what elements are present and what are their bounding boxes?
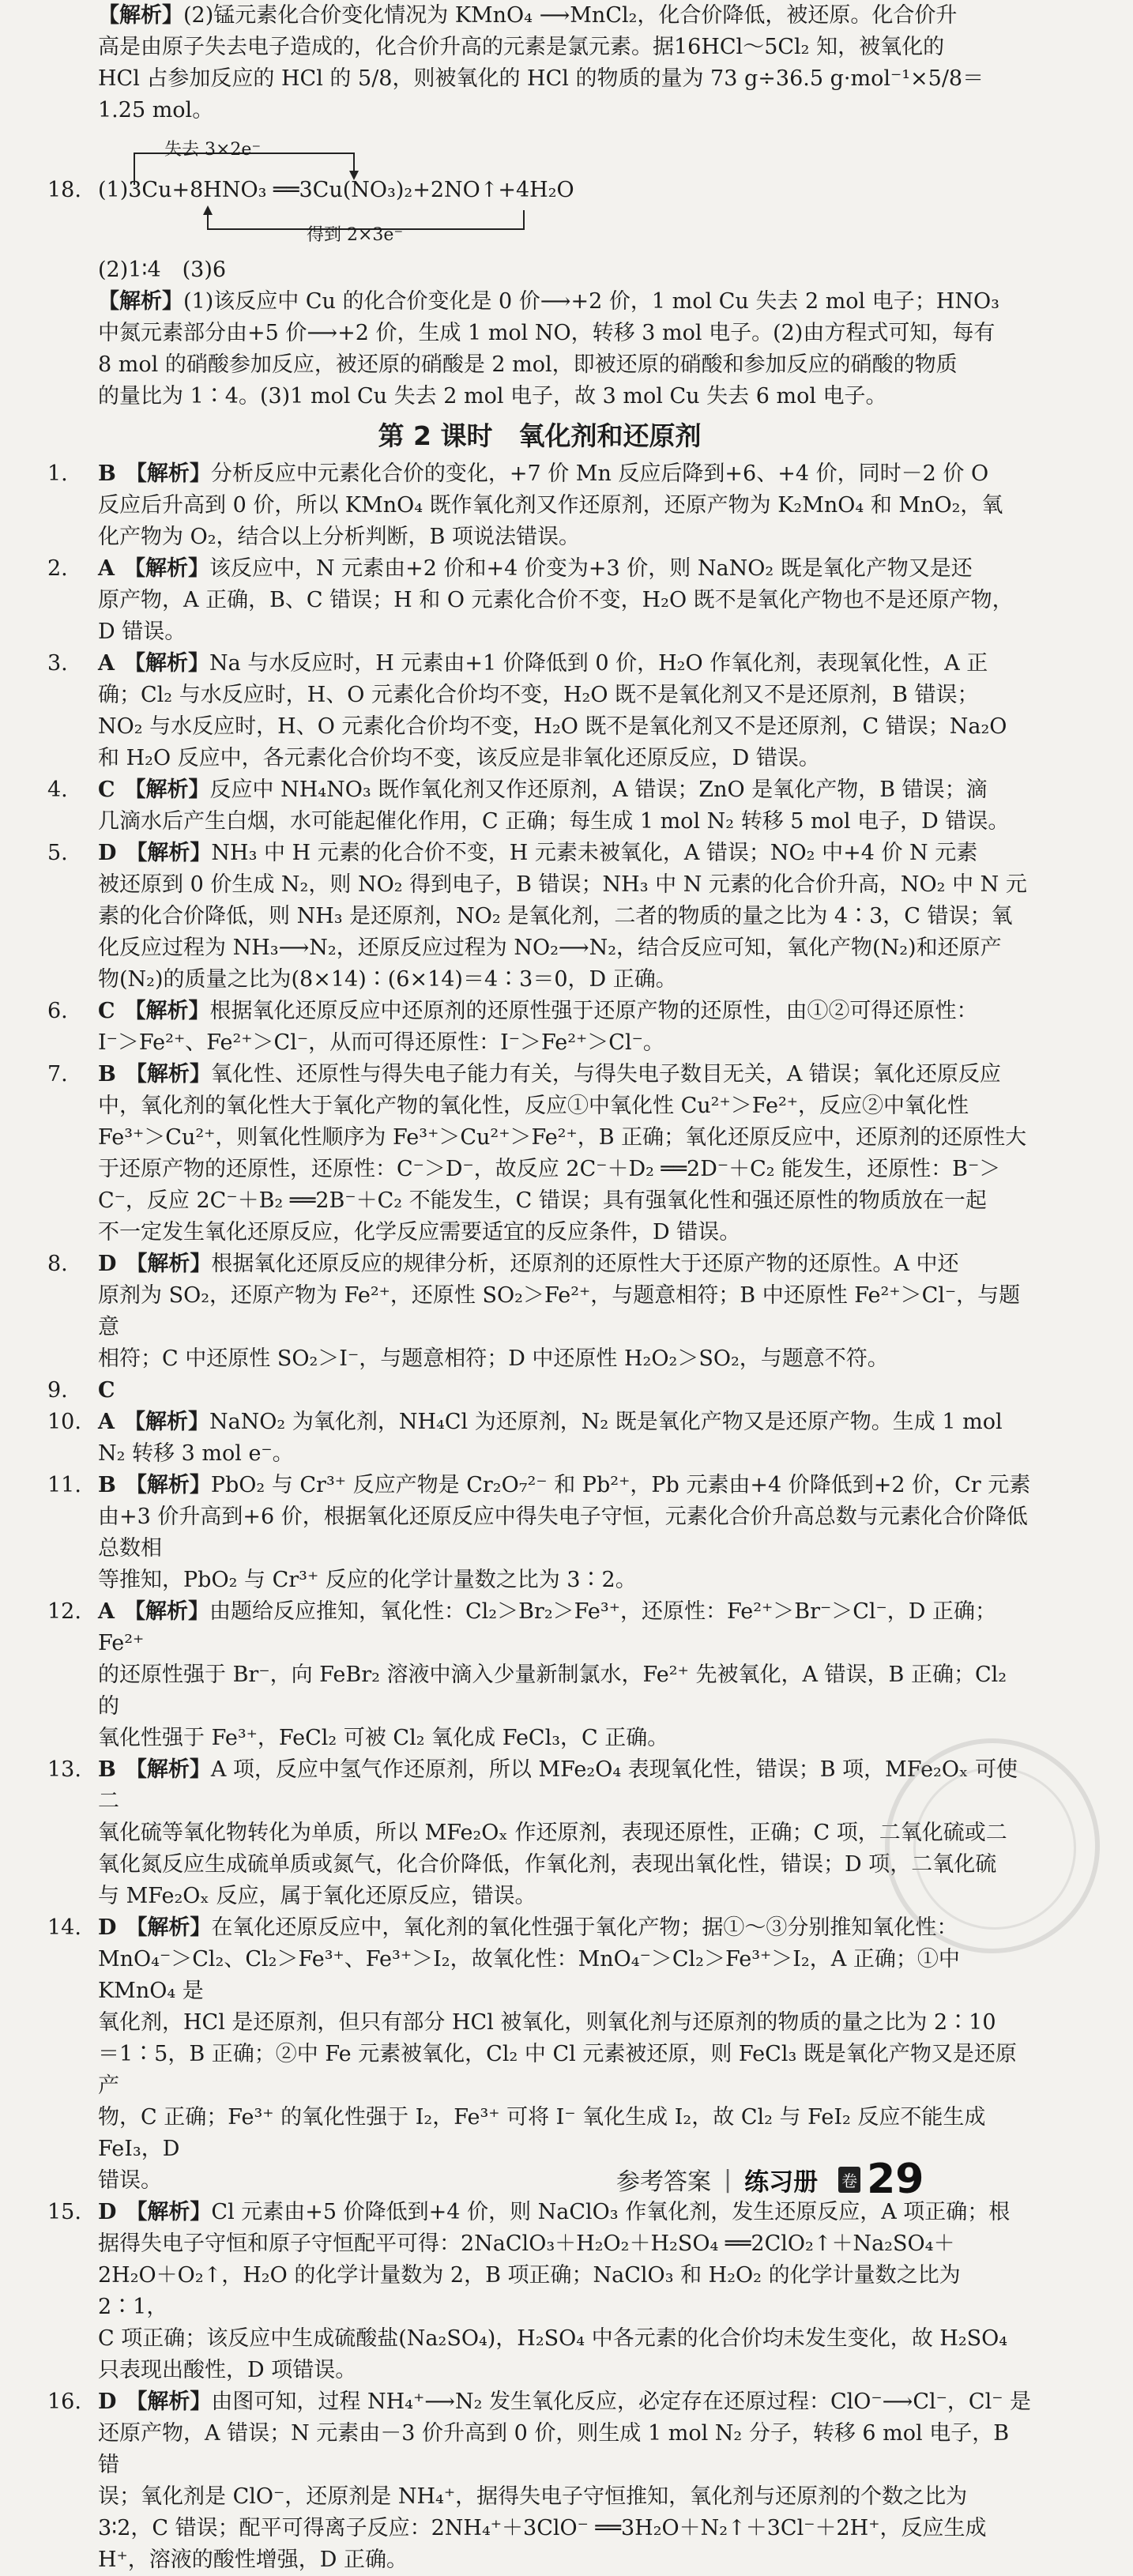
item-first-line bbox=[98, 838, 1033, 869]
answer-choice: A bbox=[98, 651, 115, 676]
text-line: 氧化剂，HCl 是还原剂，但只有部分 HCl 被氧化，则氧化剂与还原剂的物质的量之比为 2∶10 bbox=[98, 2010, 996, 2035]
gain-electrons-label: 得到 2×3e⁻ bbox=[307, 225, 404, 245]
text-line: 【解析】(1)该反应中 Cu 的化合价变化是 0 价⟶+2 价，1 mol Cu 失去 2 mol 电子；HNO₃ bbox=[98, 289, 999, 314]
analysis-text: 【解析】A 项，反应中氢气作还原剂，所以 MFe₂O₄ 表现氧化性，错误；B 项，MFe₂Oₓ 可使二 bbox=[98, 1757, 1018, 1813]
answer-item bbox=[46, 838, 1033, 996]
text-line: 氧化硫等氧化物转化为单质，所以 MFe₂Oₓ 作还原剂，表现还原性，正确；C 项，二氧化硫或二 bbox=[98, 1821, 1007, 1845]
answer-choice: D bbox=[98, 1252, 117, 1276]
item-first-line bbox=[98, 648, 1033, 680]
text-line: 误；氧化剂是 ClO⁻，还原剂是 NH₄⁺，据得失电子守恒推知，氧化剂与还原剂的个数之比为 bbox=[98, 2484, 968, 2509]
text-line: 还原产物，A 错误；N 元素由－3 价升高到 0 价，则生成 1 mol N₂ 分子，转移 6 mol 电子，B 错 bbox=[98, 2421, 1010, 2477]
text-line: D 错误。 bbox=[98, 620, 186, 644]
text-line: 氧化氮反应生成硫单质或氮气，化合价降低，作氧化剂，表现出氧化性，错误；D 项，二氧化硫 bbox=[98, 1852, 997, 1877]
item-number: 13. bbox=[47, 1757, 81, 1782]
item-number: 3. bbox=[47, 651, 68, 676]
item-first-line bbox=[98, 1375, 1033, 1407]
text-line: 几滴水后产生白烟，水可能起催化作用，C 正确；每生成 1 mol N₂ 转移 5 mol 电子，D 错误。 bbox=[98, 809, 1010, 834]
item-number: 1. bbox=[47, 461, 68, 486]
answer-choice: B bbox=[98, 1062, 116, 1087]
answer-choice: C bbox=[98, 778, 115, 802]
item-first-line bbox=[98, 774, 1033, 806]
text-line: 等推知，PbO₂ 与 Cr³⁺ 反应的化学计量数之比为 3∶2。 bbox=[98, 1568, 637, 1592]
footer-separator: | bbox=[724, 2165, 732, 2194]
item-first-line bbox=[98, 996, 1033, 1027]
text-line: 原剂为 SO₂，还原产物为 Fe²⁺，还原性 SO₂＞Fe²⁺，与题意相符；B 中还原性 Fe²⁺＞Cl⁻，与题意 bbox=[98, 1283, 1021, 1339]
item-number: 4. bbox=[47, 778, 68, 802]
analysis-text: 【解析】反应中 NH₄NO₃ 既作氧化剂又作还原剂，A 错误；ZnO 是氧化产物，B 错误；滴 bbox=[124, 778, 988, 802]
item-first-line bbox=[98, 1470, 1033, 1501]
analysis-text: 【解析】NaNO₂ 为氧化剂，NH₄Cl 为还原剂，N₂ 既是氧化产物又是还原产物。生成 1 mol bbox=[123, 1410, 1003, 1434]
analysis-text: 【解析】由题给反应推知，氧化性：Cl₂＞Br₂＞Fe³⁺，还原性：Fe²⁺＞Br⁻＞Cl⁻，D 正确；Fe²⁺ bbox=[98, 1599, 997, 1655]
answer-choice: B bbox=[98, 1757, 116, 1782]
text-line: 中，氧化剂的氧化性大于氧化产物的氧化性，反应①中氧化性 Cu²⁺＞Fe²⁺，反应②中氧化性 bbox=[98, 1094, 969, 1118]
item-first-line bbox=[98, 1059, 1033, 1090]
text-line: 和 H₂O 反应中，各元素化合价均不变，该反应是非氧化还原反应，D 错误。 bbox=[98, 746, 820, 770]
answer-choice: D bbox=[98, 2390, 117, 2414]
item-first-line bbox=[98, 1407, 1033, 1438]
item-number: 2. bbox=[47, 556, 68, 581]
text-line: ＝1∶5，B 正确；②中 Fe 元素被氧化，Cl₂ 中 Cl 元素被还原，则 FeCl₃ 既是氧化产物又是还原产 bbox=[98, 2042, 1017, 2098]
q18-answer-2-3: (2)1∶4 (3)6 bbox=[98, 258, 227, 282]
answer-item bbox=[46, 1470, 1033, 1596]
answer-item bbox=[46, 1059, 1033, 1248]
watermark-stamp bbox=[885, 1738, 1100, 1953]
text-line: I⁻＞Fe²⁺、Fe²⁺＞Cl⁻，从而可得还原性：I⁻＞Fe²⁺＞Cl⁻。 bbox=[98, 1030, 664, 1055]
analysis-text: 【解析】根据氧化还原反应中还原剂的还原性强于还原产物的还原性，由①②可得还原性： bbox=[124, 999, 978, 1023]
answer-choice: A bbox=[98, 1410, 115, 1434]
item-number: 11. bbox=[47, 1473, 81, 1497]
lose-electrons-label: 失去 3×2e⁻ bbox=[164, 140, 262, 160]
text-line: 错误。 bbox=[98, 2168, 162, 2193]
analysis-text: 【解析】NH₃ 中 H 元素的化合价不变，H 元素未被氧化，A 错误；NO₂ 中+4 价 N 元素 bbox=[126, 841, 978, 865]
text-line: C 项正确；该反应中生成硫酸盐(Na₂SO₄)，H₂SO₄ 中各元素的化合价均未发生变化，故 H₂SO₄ bbox=[98, 2326, 1008, 2351]
item-first-line bbox=[98, 1596, 1033, 1659]
answer-item bbox=[46, 1912, 1033, 2197]
lesson-heading: 第 2 课时 氧化剂和还原剂 bbox=[378, 420, 702, 451]
text-line: 只表现出酸性，D 项错误。 bbox=[98, 2358, 357, 2382]
item-number: 14. bbox=[47, 1915, 81, 1940]
answer-list bbox=[46, 458, 1033, 2576]
answer-choice: D bbox=[98, 841, 117, 865]
analysis-text: 【解析】该反应中，N 元素由+2 价和+4 价变为+3 价，则 NaNO₂ 既是氧化产物又是还 bbox=[123, 556, 973, 581]
analysis-text: 【解析】Na 与水反应时，H 元素由+1 价降低到 0 价，H₂O 作氧化剂，表现氧化性，A 正 bbox=[123, 651, 988, 676]
text-line: 于还原产物的还原性，还原性：C⁻＞D⁻，故反应 2C⁻＋D₂ ══2D⁻＋C₂ 能发生，还原性：B⁻＞ bbox=[98, 1157, 1001, 1181]
item-number: 15. bbox=[47, 2200, 81, 2224]
answer-choice: A bbox=[98, 1599, 115, 1624]
text-line: 3∶2，C 错误；配平可得离子反应：2NH₄⁺＋3ClO⁻ ══3H₂O＋N₂↑＋3Cl⁻＋2H⁺，反应生成 bbox=[98, 2516, 987, 2540]
item-first-line bbox=[98, 1912, 1033, 1944]
footer-volume-badge: 卷 bbox=[838, 2167, 860, 2193]
text-line: 化产物为 O₂，结合以上分析判断，B 项说法错误。 bbox=[98, 525, 580, 549]
q18-number: 18. bbox=[47, 178, 81, 202]
text-line: 与 MFe₂Oₓ 反应，属于氧化还原反应，错误。 bbox=[98, 1884, 536, 1908]
text-line: 据得失电子守恒和原子守恒配平可得：2NaClO₃＋H₂O₂＋H₂SO₄ ══2ClO₂↑＋Na₂SO₄＋ bbox=[98, 2231, 955, 2256]
text-line: N₂ 转移 3 mol e⁻。 bbox=[98, 1441, 294, 1466]
q18-reaction bbox=[46, 131, 1033, 250]
text-line: 不一定发生氧化还原反应，化学反应需要适宜的反应条件，D 错误。 bbox=[98, 1220, 741, 1245]
item-first-line bbox=[98, 458, 1033, 490]
answer-item bbox=[46, 553, 1033, 648]
q18-equation: (1)3Cu+8HNO₃ ══3Cu(NO₃)₂+2NO↑+4H₂O bbox=[98, 178, 574, 202]
answer-item bbox=[46, 458, 1033, 553]
answer-choice: A bbox=[98, 556, 115, 581]
answer-choice: D bbox=[98, 2200, 117, 2224]
text-line: 确；Cl₂ 与水反应时，H、O 元素化合价均不变，H₂O 既不是氧化剂又不是还原剂，B 错误； bbox=[98, 683, 979, 707]
answer-item bbox=[46, 1248, 1033, 1375]
text-line: 素的化合价降低，则 NH₃ 是还原剂，NO₂ 是氧化剂，二者的物质的量之比为 4∶3，C 错误；氧 bbox=[98, 904, 1013, 928]
text-line: 氧化性强于 Fe³⁺，FeCl₂ 可被 Cl₂ 氧化成 FeCl₃，C 正确。 bbox=[98, 1726, 669, 1750]
text-line: 原产物，A 正确，B、C 错误；H 和 O 元素化合价不变，H₂O 既不是氧化产物也不是还原产物， bbox=[98, 588, 1014, 612]
q17-analysis bbox=[46, 0, 1033, 126]
text-line: 由+3 价升高到+6 价，根据氧化还原反应中得失电子守恒，元素化合价升高总数与元素化合价降低总数相 bbox=[98, 1505, 1028, 1561]
analysis-text: 【解析】在氧化还原反应中，氧化剂的氧化性强于氧化产物；据①～③分别推知氧化性： bbox=[126, 1915, 958, 1940]
answer-item bbox=[46, 996, 1033, 1059]
answer-choice: B bbox=[98, 461, 116, 486]
answer-item bbox=[46, 2197, 1033, 2386]
text-line: 物(N₂)的质量之比为(8×14)∶(6×14)＝4∶3＝0，D 正确。 bbox=[98, 967, 677, 992]
item-number: 5. bbox=[47, 841, 68, 865]
answer-item bbox=[46, 1407, 1033, 1470]
text-line: 中氮元素部分由+5 价⟶+2 价，生成 1 mol NO，转移 3 mol 电子。(2)由方程式可知，每有 bbox=[98, 321, 996, 345]
item-first-line bbox=[98, 1248, 1033, 1280]
text-line: 高是由原子失去电子造成的，化合价升高的元素是氯元素。据16HCl～5Cl₂ 知，被氧化的 bbox=[98, 35, 945, 59]
footer-reference: 参考答案 bbox=[616, 2168, 711, 2196]
answer-choice: B bbox=[98, 1473, 116, 1497]
footer-book-title: 练习册 bbox=[744, 2167, 819, 2197]
text-line: H⁺，溶液的酸性增强，D 正确。 bbox=[98, 2548, 408, 2572]
answer-item bbox=[46, 648, 1033, 774]
analysis-text: 【解析】分析反应中元素化合价的变化，+7 价 Mn 反应后降到+6、+4 价，同时－2 价 O bbox=[125, 461, 989, 486]
item-number: 8. bbox=[47, 1252, 68, 1276]
answer-choice: D bbox=[98, 1915, 117, 1940]
text-line: 物，C 正确；Fe³⁺ 的氧化性强于 I₂，Fe³⁺ 可将 I⁻ 氧化生成 I₂，故 Cl₂ 与 FeI₂ 反应不能生成 FeI₃，D bbox=[98, 2105, 986, 2161]
item-number: 10. bbox=[47, 1410, 81, 1434]
text-line: 被还原到 0 价生成 N₂，则 NO₂ 得到电子，B 错误；NH₃ 中 N 元素的化合价升高，NO₂ 中 N 元 bbox=[98, 872, 1027, 897]
answer-item bbox=[46, 1596, 1033, 1754]
analysis-text: 【解析】PbO₂ 与 Cr³⁺ 反应产物是 Cr₂O₇²⁻ 和 Pb²⁺，Pb 元素由+4 价降低到+2 价，Cr 元素 bbox=[125, 1473, 1031, 1497]
text-line: Fe³⁺＞Cu²⁺，则氧化性顺序为 Fe³⁺＞Cu²⁺＞Fe²⁺，B 正确；氧化还原反应中，还原剂的还原性大 bbox=[98, 1125, 1027, 1150]
text-line: 相符；C 中还原性 SO₂＞I⁻，与题意相符；D 中还原性 H₂O₂＞SO₂，与题意不符。 bbox=[98, 1346, 889, 1371]
text-line: HCl 占参加反应的 HCl 的 5/8，则被氧化的 HCl 的物质的量为 73 g÷36.5 g·mol⁻¹×5/8＝ bbox=[98, 66, 984, 91]
item-first-line bbox=[98, 553, 1033, 585]
item-number: 12. bbox=[47, 1599, 81, 1624]
item-first-line bbox=[98, 2386, 1033, 2418]
analysis-text: 【解析】Cl 元素由+5 价降低到+4 价，则 NaClO₃ 作氧化剂，发生还原反应，A 项正确；根 bbox=[126, 2200, 1011, 2224]
text-line: 的量比为 1∶4。(3)1 mol Cu 失去 2 mol 电子，故 3 mol Cu 失去 6 mol 电子。 bbox=[98, 384, 887, 409]
text-line: 2H₂O＋O₂↑，H₂O 的化学计量数为 2，B 项正确；NaClO₃ 和 H₂O₂ 的化学计量数之比为 2∶1， bbox=[98, 2263, 961, 2319]
page-footer bbox=[616, 2156, 924, 2203]
text-line: C⁻，反应 2C⁻＋B₂ ══2B⁻＋C₂ 不能发生，C 错误；具有强氧化性和强还原性的物质放在一起 bbox=[98, 1188, 987, 1213]
answer-item bbox=[46, 774, 1033, 838]
text-line: NO₂ 与水反应时，H、O 元素化合价均不变，H₂O 既不是氧化剂又不是还原剂，C 错误；Na₂O bbox=[98, 714, 1007, 739]
answer-choice: C bbox=[98, 999, 115, 1023]
analysis-text: 【解析】由图可知，过程 NH₄⁺⟶N₂ 发生氧化反应，必定存在还原过程：ClO⁻⟶Cl⁻，Cl⁻ 是 bbox=[126, 2390, 1032, 2414]
analysis-text: 【解析】氧化性、还原性与得失电子能力有关，与得失电子数目无关，A 错误；氧化还原反应 bbox=[125, 1062, 1001, 1087]
text-line: 化反应过程为 NH₃⟶N₂，还原反应过程为 NO₂⟶N₂，结合反应可知，氧化产物(N₂)和还原产 bbox=[98, 936, 1002, 960]
text-line: 1.25 mol。 bbox=[98, 98, 214, 122]
text-line: MnO₄⁻＞Cl₂、Cl₂＞Fe³⁺、Fe³⁺＞I₂，故氧化性：MnO₄⁻＞Cl₂＞Fe³⁺＞I₂，A 正确；①中 KMnO₄ 是 bbox=[98, 1947, 960, 2003]
item-number: 9. bbox=[47, 1378, 68, 1403]
q18-analysis bbox=[46, 286, 1033, 412]
text-line: 的还原性强于 Br⁻，向 FeBr₂ 溶液中滴入少量新制氯水，Fe²⁺ 先被氧化，A 错误，B 正确；Cl₂ 的 bbox=[98, 1663, 1007, 1719]
text-line: 8 mol 的硝酸参加反应，被还原的硝酸是 2 mol，即被还原的硝酸和参加反应的硝酸的物质 bbox=[98, 352, 958, 377]
answer-item bbox=[46, 2386, 1033, 2576]
item-number: 7. bbox=[47, 1062, 68, 1087]
item-number: 16. bbox=[47, 2390, 81, 2414]
text-line: 【解析】(2)锰元素化合价变化情况为 KMnO₄ ⟶MnCl₂，化合价降低，被还原。化合价升 bbox=[98, 3, 958, 28]
text-line: 反应后升高到 0 价，所以 KMnO₄ 既作氧化剂又作还原剂，还原产物为 K₂MnO₄ 和 MnO₂，氧 bbox=[98, 493, 1003, 518]
analysis-text: 【解析】根据氧化还原反应的规律分析，还原剂的还原性大于还原产物的还原性。A 中还 bbox=[126, 1252, 959, 1276]
answer-item bbox=[46, 1375, 1033, 1407]
answer-choice: C bbox=[98, 1378, 115, 1403]
item-number: 6. bbox=[47, 999, 68, 1023]
page-number: 29 bbox=[867, 2156, 924, 2203]
